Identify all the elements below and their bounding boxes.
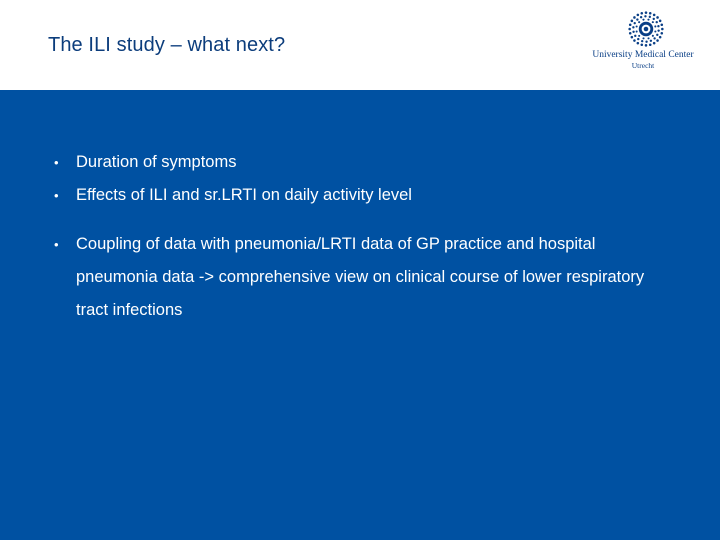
- bullet-text: Coupling of data with pneumonia/LRTI data of GP practice and hospital pneumonia data -> comprehensive view on clinical course of lower respiratory tract infections: [76, 235, 645, 319]
- bullet-item: [52, 146, 672, 179]
- logo-ray-dot: [656, 16, 659, 19]
- logo-ray-dot: [640, 43, 643, 46]
- logo-ray-dot: [642, 19, 644, 21]
- logo-ray-dot: [660, 32, 663, 35]
- logo-ray-dot: [636, 25, 638, 27]
- logo-ray-dot: [656, 34, 658, 36]
- logo-ray-dot: [634, 22, 636, 24]
- logo-ray-dot: [636, 18, 638, 20]
- logo-ray-dot: [631, 20, 634, 23]
- bullet-list: [52, 146, 672, 327]
- logo-ray-dot: [657, 25, 659, 27]
- logo-city: Utrecht: [631, 61, 655, 70]
- slide-body: [0, 90, 720, 540]
- logo-ray-dot: [647, 37, 649, 39]
- logo-ray-dot: [645, 11, 648, 14]
- bullet-marker: •: [54, 155, 59, 170]
- logo-ray-dot: [638, 21, 640, 23]
- logo-ray-dot: [653, 14, 656, 17]
- logo-organization-name: University Medical Center: [592, 50, 694, 60]
- logo-ray-dot: [640, 16, 642, 18]
- bullet-text: Duration of symptoms: [76, 153, 237, 171]
- logo-ray-dot: [656, 39, 659, 42]
- umc-utrecht-logo: [590, 8, 696, 72]
- logo-ray-dot: [634, 35, 636, 37]
- logo-ray-dot: [647, 19, 649, 21]
- logo-ray-dot: [628, 28, 631, 31]
- logo-ray-dot: [653, 42, 656, 45]
- logo-ray-dot: [644, 15, 646, 17]
- logo-ray-dot: [650, 40, 652, 42]
- logo-ray-dot: [633, 39, 636, 42]
- logo-ray-dot: [652, 21, 654, 23]
- umc-sun-logo-icon: [627, 10, 665, 48]
- logo-ray-dot: [653, 37, 655, 39]
- logo-ray-dot: [657, 29, 659, 31]
- logo-ray-dot: [660, 23, 663, 26]
- logo-ray-dot: [637, 38, 639, 40]
- logo-ray-dot: [656, 21, 658, 23]
- bullet-text: Effects of ILI and sr.LRTI on daily activity level: [76, 186, 412, 204]
- logo-ray-dot: [638, 35, 640, 37]
- logo-ray-dot: [642, 37, 644, 39]
- bullet-marker: •: [54, 188, 59, 203]
- logo-ray-dot: [640, 12, 643, 15]
- logo-ray-dot: [633, 16, 636, 19]
- bullet-marker: •: [54, 237, 59, 252]
- logo-ray-dot: [653, 18, 655, 20]
- logo-ray-dot: [645, 44, 648, 47]
- logo-ray-dot: [632, 26, 634, 28]
- logo-ray-dot: [632, 31, 634, 33]
- logo-ray-dot: [645, 41, 647, 43]
- logo-ray-dot: [637, 14, 640, 17]
- logo-ray-dot: [636, 30, 638, 32]
- logo-ray-dot: [629, 32, 632, 35]
- logo-ray-dot: [649, 16, 651, 18]
- slide-header: [0, 0, 720, 90]
- slide-title: The ILI study – what next?: [48, 34, 286, 56]
- logo-ray-dot: [652, 35, 654, 37]
- logo-ray-dot: [629, 23, 632, 26]
- logo-ray-dot: [649, 43, 652, 46]
- logo-ray-dot: [631, 36, 634, 39]
- logo-ray-dot: [641, 40, 643, 42]
- bullet-item: [52, 228, 672, 327]
- logo-ray-dot: [659, 20, 662, 23]
- logo-ray-dot: [654, 25, 656, 27]
- logo-ray-dot: [654, 30, 656, 32]
- logo-ray-dot: [659, 36, 662, 39]
- logo-ray-dot: [637, 42, 640, 45]
- bullet-item: [52, 179, 672, 212]
- logo-ray-dot: [661, 28, 664, 31]
- logo-ray-dot: [649, 12, 652, 15]
